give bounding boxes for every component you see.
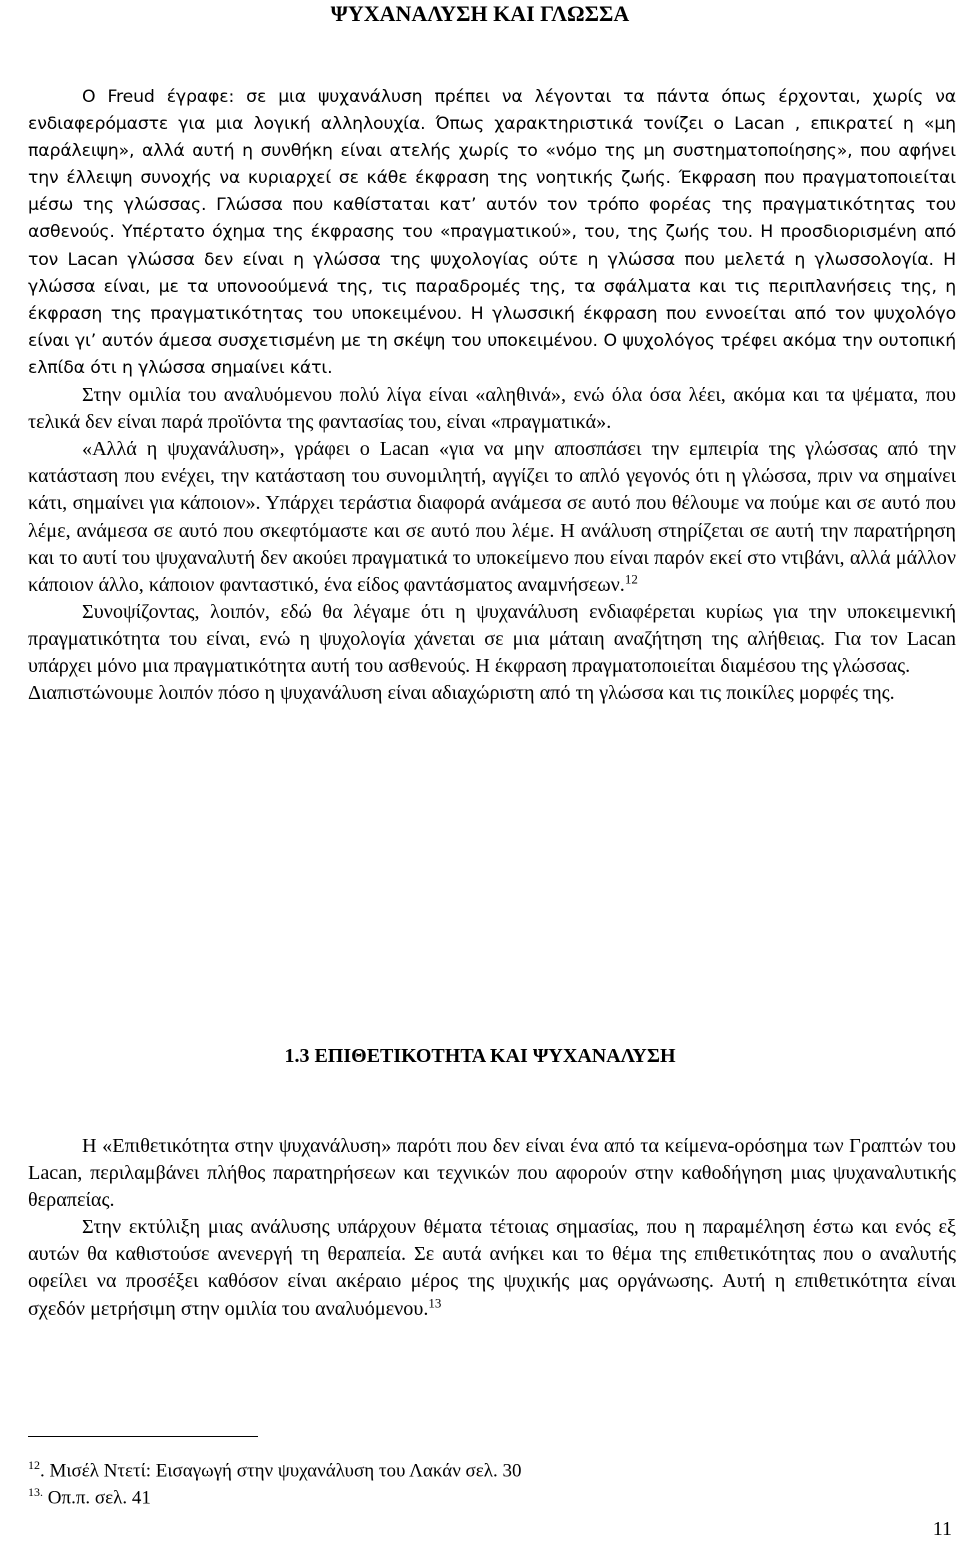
paragraph-text: Συνοψίζοντας, λοιπόν, εδώ θα λέγαμε ότι η ψυχανάλυση ενδιαφέρεται κυρίως για την υποκειμενική πραγματικότητα του είναι, ενώ η ψυχολογία χάνεται σε μια μάταιη αναζήτηση της αλήθειας. Για τον Lacan υπάρχει μόνο μια πραγματικότητα αυτή του ασθενούς. Η έκφραση πραγματοποιείται διαμέσου της γλώσσας. — [28, 600, 956, 677]
paragraph-text: «Αλλά η ψυχανάλυση», γράφει ο Lacan «για να μην αποσπάσει την εμπειρία της γλώσσας από την κατάσταση που ενέχει, την κατάσταση του συνομιλητή, αγγίζει το απλό γεγονός ότι η γλώσσα, πριν να σημαίνει κάτι, σημαίνει για κάποιον». Υπάρχει τεράστια διαφορά ανάμεσα σε αυτό που θέλουμε να πούμε και σε αυτό που λέμε, ανάμεσα σε αυτό που σκεφτόμαστε και σε αυτό που λέμε. Η ανάλυση στηρίζεται σε αυτή την παρατήρηση και το αυτί του ψυχαναλυτή δεν ακούει πραγματικά το υποκείμενο που είναι παρόν εκεί στο ντιβάνι, αλλά μάλλον κάποιον άλλο, κάποιον φανταστικό, ένα είδος φαντάσματος αναμνήσεων. — [28, 438, 956, 596]
footnote — [28, 1458, 522, 1482]
paragraph — [28, 1133, 956, 1214]
paragraph-text: Στην ομιλία του αναλυόμενου πολύ λίγα είναι «αληθινά», ενώ όλα όσα λέει, ακόμα και τα ψέματα, που τελικά δεν είναι παρά προϊόντα της φαντασίας του, είναι «πραγματικά». — [28, 384, 956, 434]
paragraph-text: Διαπιστώνουμε λοιπόν πόσο η ψυχανάλυση είναι αδιαχώριστη από τη γλώσσα και τις ποικίλες μορφές της. — [28, 682, 895, 705]
footnote — [28, 1485, 151, 1509]
paragraph-text: Ο Freud έγραφε: σε μια ψυχανάλυση πρέπει να λέγονται τα πάντα όπως έρχονται, χωρίς να ενδιαφερόμαστε για μια λογική αλληλουχία. Όπως χαρακτηριστικά τονίζει ο Lacan , επικρατεί η «μη παράλειψη», αλλά αυτή η συνθήκη είναι ατελής χωρίς το «νόμο της μη συστηματοποίησης», που αφήνει την έλλειψη συνοχής να κυριαρχεί σε κάθε έκφραση της νοητικής ζωής. Έκφραση που πραγματοποιείται μέσω της γλώσσας. Γλώσσα που καθίσταται κατ’ αυτόν τον τρόπο φορέας της πραγματικότητας του ασθενούς. Υπέρτατο όχημα της έκφρασης του «πραγματικού», του, της ζωής του. Η προσδιορισμένη από τον Lacan γλώσσα δεν είναι η γλώσσα της ψυχολογίας ούτε η γλώσσα που μελετά η γλωσσολογία. Η γλώσσα είναι, με τα υπονοούμενά της, τις παραδρομές της, τα σφάλματα και τις περιπλανήσεις της, η έκφραση της πραγματικότητας του υποκειμένου. Η γλωσσική έκφραση που εννοείται από τον ψυχολόγο είναι γι’ αυτόν άμεσα συσχετισμένη με τη σκέψη του υποκειμένου. Ο ψυχολόγος τρέφει ακόμα την ουτοπική ελπίδα ότι η γλώσσα σημαίνει κάτι. — [28, 87, 956, 378]
paragraph — [28, 599, 956, 680]
paragraph — [28, 680, 956, 707]
page-number: 11 — [932, 1518, 952, 1540]
footnote-ref: 13 — [428, 1294, 442, 1310]
footnote-ref: 12 — [624, 570, 638, 586]
paragraph — [28, 1214, 956, 1322]
paragraph-text: Στην εκτύλιξη μιας ανάλυσης υπάρχουν θέματα τέτοιας σημασίας, που η παραμέληση έστω και ενός εξ αυτών θα καθιστούσε ανενεργή τη θεραπεία. Σε αυτά ανήκει και το θέμα της επιθετικότητας που ο αναλυτής οφείλει να προσέξει καθόσον είναι ακέραιο μέρος της ψυχικής μας οργάνωσης. Αυτή η επιθετικότητα είναι σχεδόν μετρήσιμη στην ομιλία του αναλυόμενου. — [28, 1216, 956, 1320]
footnote-number: 13. — [28, 1485, 43, 1499]
paragraph-text: Η «Επιθετικότητα στην ψυχανάλυση» παρότι που δεν είναι ένα από τα κείμενα-ορόσημα των Γραπτών του Lacan, περιλαμβάνει πλήθος παρατηρήσεων και τεχνικών που αφορούν στην καθοδήγηση μιας ψυχαναλυτικής θεραπείας. — [28, 1135, 956, 1212]
section-heading: 1.3 ΕΠΙΘΕΤΙΚΟΤΗΤΑ ΚΑΙ ΨΥΧΑΝΑΛΥΣΗ — [284, 1045, 676, 1067]
paragraph — [28, 84, 956, 382]
page-title: ΨΥΧΑΝΑΛΥΣΗ ΚΑΙ ΓΛΩΣΣΑ — [330, 1, 630, 26]
footnote-text: Οπ.π. σελ. 41 — [43, 1487, 151, 1509]
paragraph — [28, 382, 956, 436]
footnote-divider — [28, 1436, 258, 1437]
paragraph — [28, 436, 956, 599]
section-1 — [28, 84, 956, 707]
footnote-text: . Μισέλ Ντετί: Εισαγωγή στην ψυχανάλυση του Λακάν σελ. 30 — [40, 1460, 522, 1482]
section-2 — [28, 1133, 956, 1323]
footnote-number: 12 — [28, 1458, 40, 1472]
